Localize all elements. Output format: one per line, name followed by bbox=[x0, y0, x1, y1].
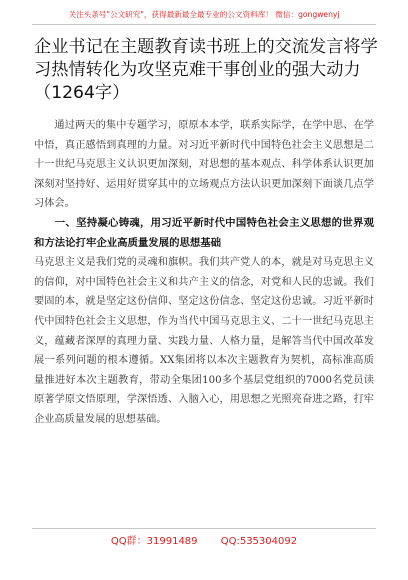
footer bbox=[0, 532, 408, 547]
intro-paragraph: 通过两天的集中专题学习，原原本本学，联系实际学，在学中思、在学中悟，真正感悟到真理的力量。对习近平新时代中国特色社会主义思想是二十一世纪马克思主义认识更加深刻，对思想的基本观点、科学体系认识更加深刻对坚持好、运用好贯穿其中的立场观点方法认识更加深刻下面谈几点学习体会。 bbox=[34, 120, 374, 210]
footer-divider bbox=[32, 528, 376, 529]
document-body bbox=[34, 116, 374, 430]
section-heading: 一、坚持凝心铸魂，用习近平新时代中国特色社会主义思想的世界观和方法论打牢企业高质量发展的思想基础 bbox=[34, 216, 374, 249]
document-title: 企业书记在主题教育读书班上的交流发言将学习热情转化为攻坚克难干事创业的强大动力（1264字） bbox=[34, 37, 378, 103]
footer-qq-contact: QQ:535304092 bbox=[220, 536, 298, 547]
header-banner: 关注头条号"公文研究"，获得最新最全最专业的公文资料库！ 微信：gongwenyj bbox=[32, 6, 376, 25]
footer-qq-group: QQ群：31991489 bbox=[110, 536, 198, 547]
section-paragraph: 马克思主义是我们党的灵魂和旗帜。我们共产党人的本，就是对马克思主义的信仰，对中国特色社会主义和共产主义的信念，对党和人民的忠诚。我们要固的本，就是坚定这份信仰、坚定这份信念、坚定这份忠诚。习近平新时代中国特色社会主义思想，作为当代中国马克思主义、二十一世纪马克思主义，蕴藏者深厚的真理力量、实践力量、人格力量，是解答当代中国改革发展一系列问题的根本遵循。XX集团将以本次主题教育为契机，高标准高质量推进好本次主题教育，带动全集团100多个基层党组织的7000名党员读原著学原文悟原理，学深悟透、入脑入心，用思想之光照亮奋进之路，打牢企业高质量发展的思想基础。 bbox=[34, 257, 374, 425]
